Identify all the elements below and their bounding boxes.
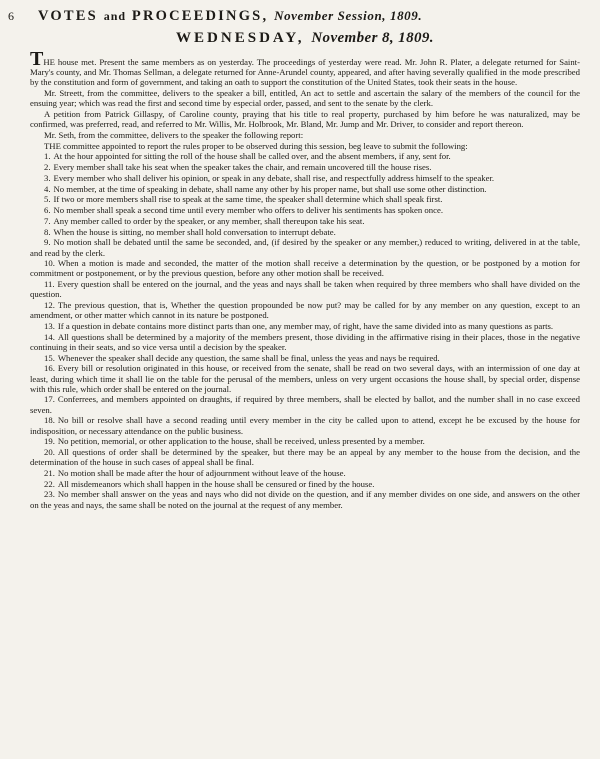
rule-number: 2. xyxy=(44,162,51,173)
rule-item xyxy=(30,184,580,194)
rule-text: All questions shall be determined by a majority of the members present, those dividing in the affirmative rising in their places, those in the negative continuing in their seats, and so vice versa until a decision by the speaker. xyxy=(30,331,580,352)
rule-number: 17. xyxy=(44,394,55,405)
rule-item xyxy=(30,363,580,393)
day-heading xyxy=(30,30,580,48)
rule-item xyxy=(30,447,580,467)
rule-item xyxy=(30,436,580,446)
paragraph-text: HE house met. Present the same members as on yesterday. The proceedings of yesterday were read. Mr. John R. Plater, a delegate returned for Saint-Mary's county, and Mr. Thomas Sellman, a delegate returned for Anne-Arundel county, appeared, and after having severally qualified in the mode prescribed by the constitution and form of government, and taking an oath to support the constitution of the United States, took their seats in the house. xyxy=(30,57,580,88)
rule-item xyxy=(30,205,580,215)
proceedings-body xyxy=(30,48,580,510)
rule-text: No petition, memorial, or other application to the house, shall be received, unless presented by a member. xyxy=(57,436,425,447)
rule-text: If a question in debate contains more distinct parts than one, any member may, of right, have the same divided into as many questions as parts. xyxy=(57,321,554,331)
rule-number: 14. xyxy=(44,331,55,342)
rule-number: 6. xyxy=(44,205,51,216)
rule-text: Every member shall take his seat when the speaker takes the chair, and remain uncovered till the house rises. xyxy=(53,162,432,173)
title-and: and xyxy=(103,9,127,23)
drop-cap: T xyxy=(30,48,44,70)
rule-item xyxy=(30,489,580,509)
rule-number: 10. xyxy=(44,258,55,269)
rule-number: 12. xyxy=(44,300,55,311)
rule-text: At the hour appointed for sitting the roll of the house shall be called over, and the absent members, if any, sent for. xyxy=(53,151,451,162)
rule-number: 11. xyxy=(44,279,55,290)
day-weekday: WEDNESDAY, xyxy=(176,30,305,46)
rule-number: 9. xyxy=(44,237,51,248)
rule-item xyxy=(30,216,580,226)
rule-number: 18. xyxy=(44,415,55,426)
committee-paragraph: THE committee appointed to report the rules proper to be observed during this session, beg leave to submit the following: xyxy=(44,140,468,151)
rule-item xyxy=(30,479,580,489)
running-head xyxy=(8,8,580,26)
rule-item xyxy=(30,151,580,161)
page-number: 6 xyxy=(8,9,14,23)
rule-item xyxy=(30,258,580,278)
rule-text: All misdemeanors which shall happen in the house shall be censured or fined by the house. xyxy=(57,478,375,489)
rule-number: 13. xyxy=(44,321,55,331)
rule-text: Conferrees, and members appointed on draughts, if required by three members, shall be elected by ballot, and the number shall in no case exceed seven. xyxy=(30,394,580,415)
rule-text: Any member called to order by the speaker, or any member, shall thereupon take his seat. xyxy=(53,215,365,226)
rule-number: 21. xyxy=(44,467,55,478)
rule-text: All questions of order shall be determined by the speaker, but there may be an appeal by any member to the house from the decision, and the determination of the house in such cases of appeal shall be final. xyxy=(30,447,580,468)
rule-number: 19. xyxy=(44,436,55,447)
rule-text: Every bill or resolution originated in this house, or received from the senate, shall be read on two several days, with an intermission of one day at least, during which time it shall lie on the table for the perusal of the members, unless on very urgent occasions the house shall, by special order, dispense with this rule, which order shall be entered on the journal. xyxy=(30,363,580,394)
rule-text: Every member who shall deliver his opinion, or speak in any debate, shall rise, and respectfully address himself to the speaker. xyxy=(53,172,495,183)
petition-paragraph: A petition from Patrick Gillaspy, of Caroline county, praying that his title to real property, purchased by him before he was naturalized, may be confirmed, was preferred, read, and referred to Mr. Willis, Mr. Holbrook, Mr. Bland, Mr. Jump and Mr. Driver, to consider and report thereon. xyxy=(30,108,580,130)
title-proceedings: PROCEEDINGS, xyxy=(131,8,269,24)
rule-text: When the house is sitting, no member shall hold conversation to interrupt debate. xyxy=(53,226,336,237)
title-votes: VOTES xyxy=(38,8,98,24)
rule-item xyxy=(30,279,580,299)
rule-text: No member, at the time of speaking in debate, shall name any other by his proper name, but shall use some other distinction. xyxy=(53,183,487,194)
bill-paragraph: Mr. Streett, from the committee, delivers to the speaker a bill, entitled, An act to settle and ascertain the salary of the members of the council for the ensuing year; which was read the first and second time by especial order, passed, and sent to the senate by the clerk. xyxy=(30,88,580,109)
rule-number: 4. xyxy=(44,183,51,194)
opening-paragraph xyxy=(30,48,580,88)
report-intro-paragraph: Mr. Seth, from the committee, delivers to the speaker the following report: xyxy=(44,129,304,140)
rule-item xyxy=(30,332,580,352)
title-session: November Session, 1809. xyxy=(274,8,423,23)
rule-number: 1. xyxy=(44,151,51,162)
rule-text: If two or more members shall rise to speak at the same time, the speaker shall determine which shall speak first. xyxy=(53,194,443,205)
rules-list xyxy=(30,151,580,509)
rule-text: No member shall answer on the yeas and nays who did not divide on the question, and if any member divides on one side, and answers on the other on the yeas and nays, the same shall be noted on the journal at the request of any member. xyxy=(30,489,580,510)
rule-text: When a motion is made and seconded, the matter of the motion shall receive a determination by the question, or be postponed by a motion for commitment or postponement, or by the previous question, before any other motion shall be received. xyxy=(30,258,580,279)
rule-item xyxy=(30,173,580,183)
rule-number: 8. xyxy=(44,226,51,237)
rule-text: No member shall speak a second time until every member who offers to deliver his sentiments has spoken once. xyxy=(53,205,443,216)
rule-item xyxy=(30,162,580,172)
rule-item xyxy=(30,353,580,363)
rule-text: Whenever the speaker shall decide any question, the same shall be final, unless the yeas and nays be required. xyxy=(57,352,440,363)
rule-number: 23. xyxy=(44,489,55,500)
rule-item xyxy=(30,468,580,478)
rule-text: No bill or resolve shall have a second reading until every member in the city be called upon to attend, except he be excused by the house for indisposition, or necessary attendance on the public business. xyxy=(30,415,580,436)
rule-number: 3. xyxy=(44,172,51,183)
rule-number: 16. xyxy=(44,363,55,374)
rule-text: The previous question, that is, Whether the question propounded be now put? may be called for by any member on any question, except to an amendment, or other matter which cannot in its nature be postponed. xyxy=(30,300,580,321)
rule-number: 5. xyxy=(44,194,51,205)
rule-text: No motion shall be debated until the same be seconded, and, (if desired by the speaker or any member,) reduced to writing, delivered in at the table, and read by the clerk. xyxy=(30,237,580,258)
rule-item xyxy=(30,227,580,237)
rule-item xyxy=(30,415,580,435)
rule-number: 22. xyxy=(44,478,55,489)
rule-number: 7. xyxy=(44,215,51,226)
rule-text: No motion shall be made after the hour of adjournment without leave of the house. xyxy=(57,467,346,478)
rule-item xyxy=(30,194,580,204)
rule-item xyxy=(30,237,580,257)
rule-number: 15. xyxy=(44,352,55,363)
rule-item xyxy=(30,394,580,414)
rule-item xyxy=(30,321,580,331)
rule-number: 20. xyxy=(44,447,55,458)
running-title xyxy=(38,8,422,25)
rule-item xyxy=(30,300,580,320)
rule-text: Every question shall be entered on the journal, and the yeas and nays shall be taken when required by three members who shall have divided on the question. xyxy=(30,279,580,300)
day-date: November 8, 1809. xyxy=(311,30,434,46)
